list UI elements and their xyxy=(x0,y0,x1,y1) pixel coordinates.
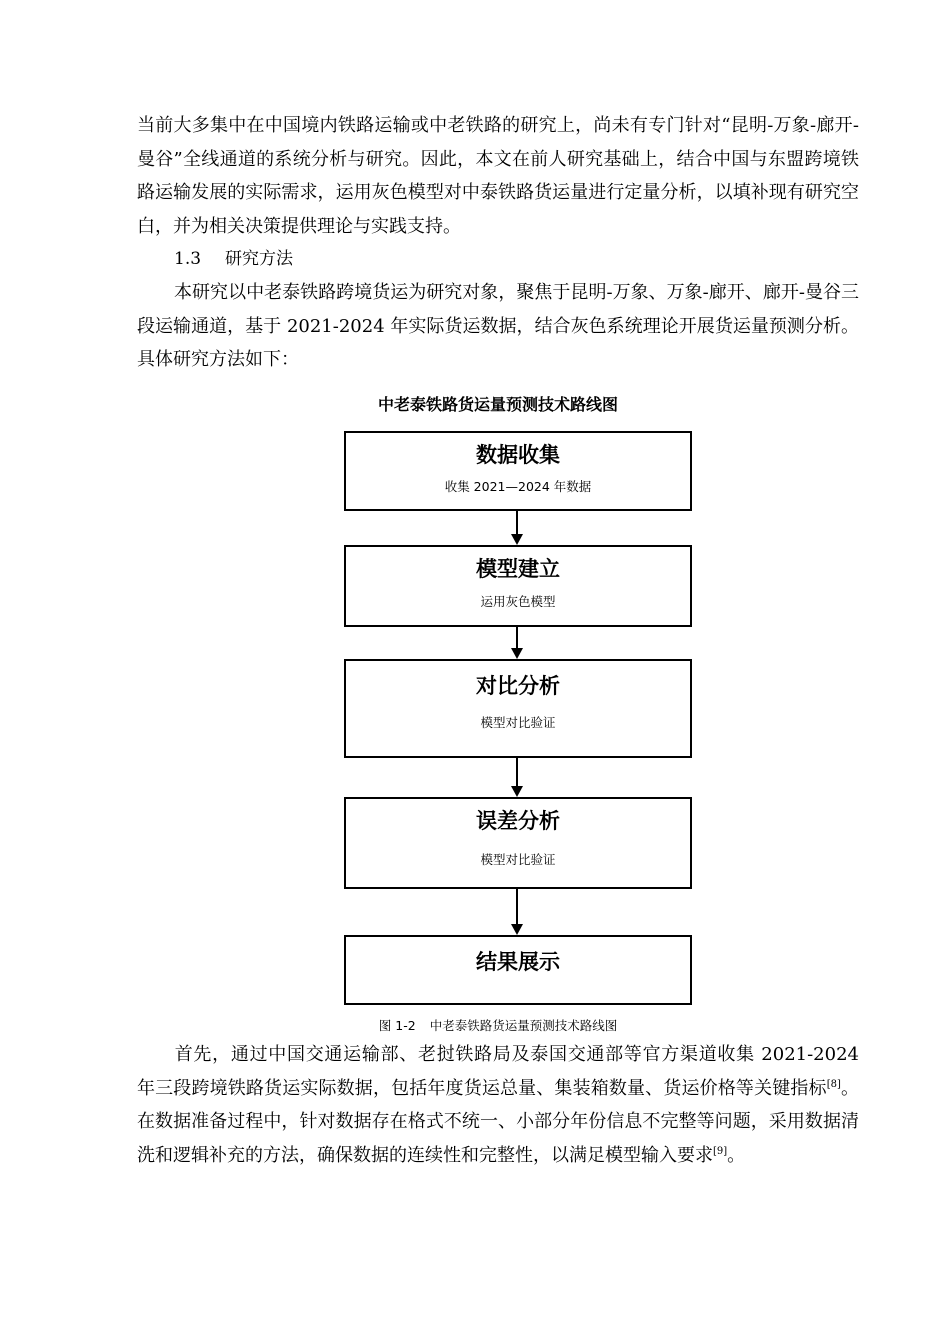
paragraph-method xyxy=(137,276,859,377)
paragraph-text: 首先，通过中国交通运输部、老挝铁路局及泰国交通部等官方渠道收集 2021-2024 年三段跨境铁路货运实际数据，包括年度货运总量、集装箱数量、货运价格等关键指标 xyxy=(137,1044,859,1099)
flow-step-title: 对比分析 xyxy=(476,673,560,698)
figure-caption xyxy=(0,1016,950,1034)
paragraph-intro-text: 当前大多集中在中国境内铁路运输或中老铁路的研究上，尚未有专门针对“昆明-万象-廊开-曼谷”全线通道的系统分析与研究。因此，本文在前人研究基础上，结合中国与东盟跨境铁路运输发展的实际需求，运用灰色模型对中泰铁路货运量进行定量分析，以填补现有研究空白，并为相关决策提供理论与实践支持。 xyxy=(137,115,859,237)
flow-step-comparison xyxy=(344,659,692,758)
figure-caption-number: 图 1-2 xyxy=(378,1018,416,1033)
flow-step-subtitle: 模型对比验证 xyxy=(480,715,556,730)
flow-arrow-down-icon xyxy=(511,889,523,935)
flow-step-data-collection xyxy=(344,431,692,511)
flow-arrow-down-icon xyxy=(511,758,523,797)
figure-caption-text: 中老泰铁路货运量预测技术路线图 xyxy=(429,1018,618,1033)
paragraph-text: 。在数据准备过程中，针对数据存在格式不统一、小部分年份信息不完整等问题，采用数据清洗和逻辑补充的方法，确保数据的连续性和完整性，以满足模型输入要求 xyxy=(137,1077,860,1166)
section-title: 研究方法 xyxy=(225,249,294,269)
section-heading xyxy=(174,247,293,271)
flow-step-subtitle: 运用灰色模型 xyxy=(480,594,556,609)
flow-step-model-building xyxy=(344,545,692,627)
flow-arrow-down-icon xyxy=(511,627,523,659)
flow-step-subtitle: 收集 2021—2024 年数据 xyxy=(444,479,592,494)
paragraph-method-text: 本研究以中老泰铁路跨境货运为研究对象，聚焦于昆明-万象、万象-廊开、廊开-曼谷三段运输通道，基于 2021-2024 年实际货运数据，结合灰色系统理论开展货运量预测分析。具体研究方法如下： xyxy=(137,282,859,370)
flow-step-error-analysis xyxy=(344,797,692,889)
citation-ref: [9] xyxy=(713,1145,728,1157)
paragraph-intro xyxy=(137,109,859,243)
flow-arrow-down-icon xyxy=(511,511,523,545)
flow-step-title: 结果展示 xyxy=(476,949,560,974)
flow-step-subtitle: 模型对比验证 xyxy=(480,852,556,867)
paragraph-text: 。 xyxy=(727,1144,746,1166)
flow-step-title: 误差分析 xyxy=(476,808,560,833)
citation-ref: [8] xyxy=(826,1078,841,1090)
flow-step-results xyxy=(344,935,692,1005)
flow-step-title: 数据收集 xyxy=(476,442,560,467)
figure-title: 中老泰铁路货运量预测技术路线图 xyxy=(377,395,618,414)
section-number: 1.3 xyxy=(174,249,202,269)
flow-step-title: 模型建立 xyxy=(476,556,560,581)
paragraph-data-collection xyxy=(137,1038,859,1172)
